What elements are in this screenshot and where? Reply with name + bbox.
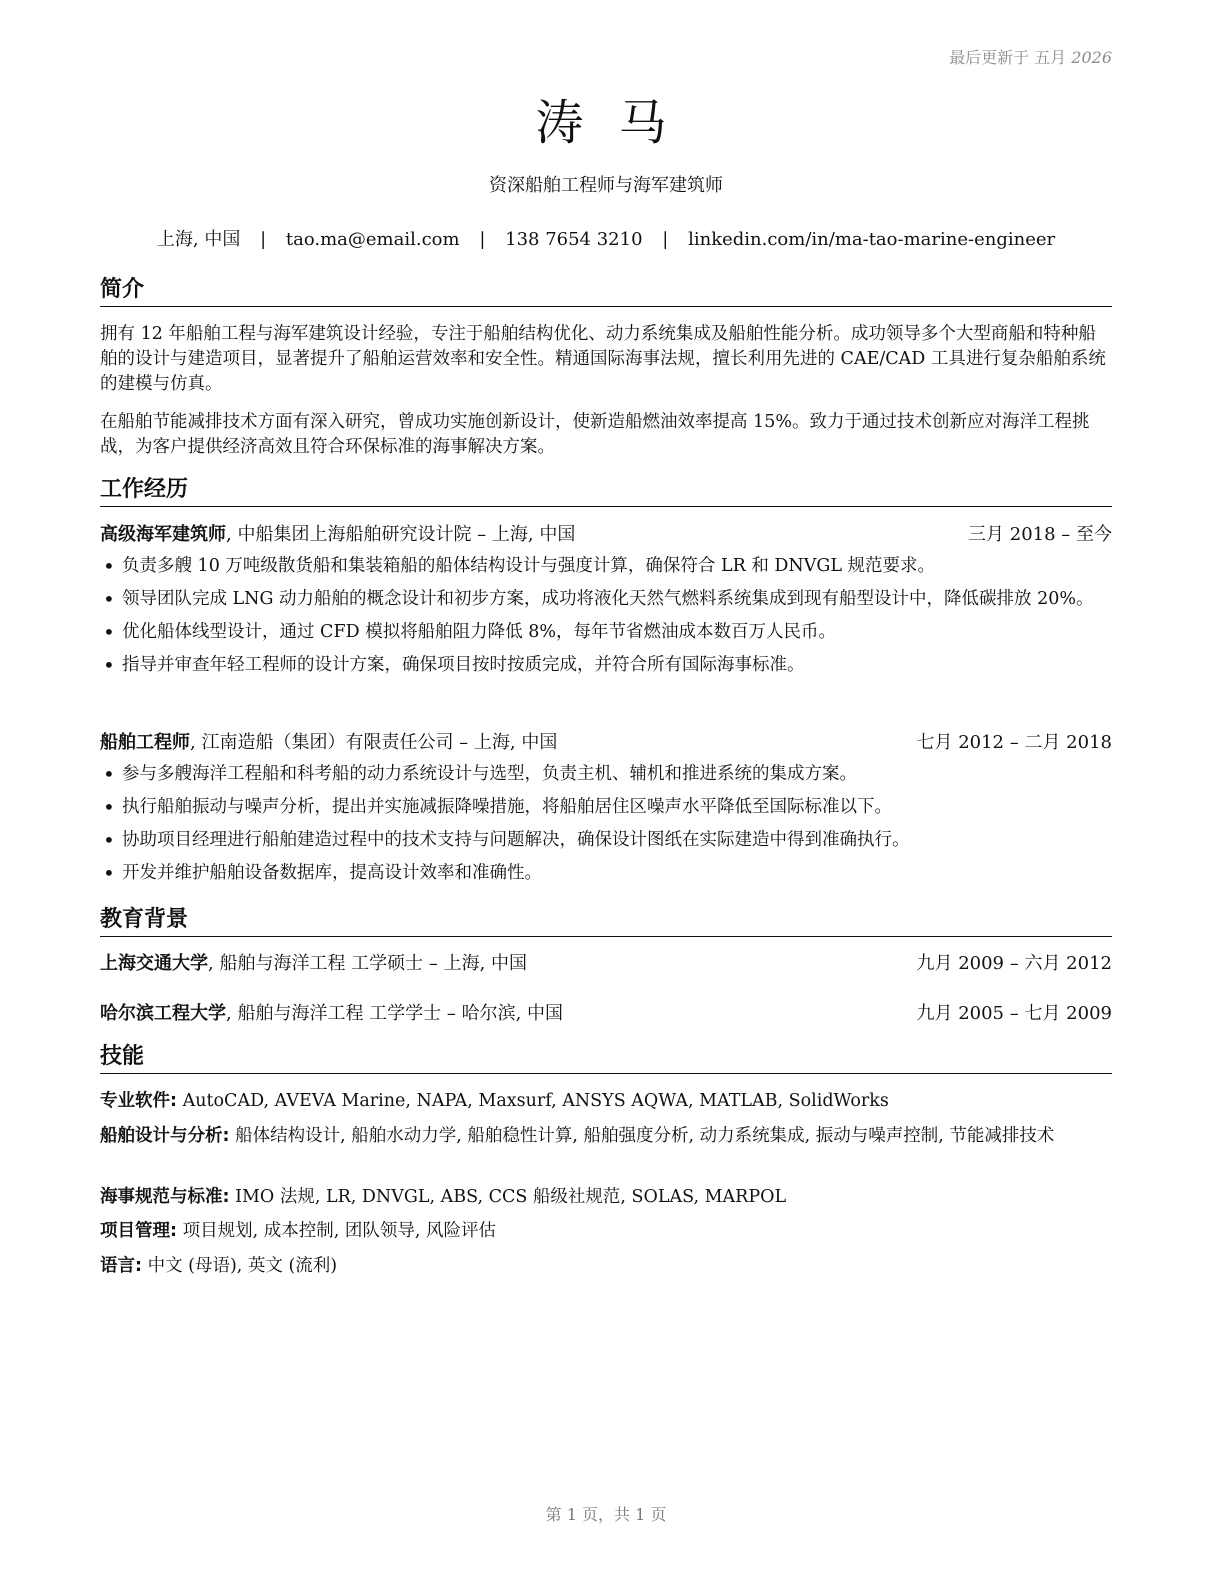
skill-value: AutoCAD, AVEVA Marine, NAPA, Maxsurf, ANSYS AQWA, MATLAB, SolidWorks (182, 1091, 889, 1111)
list-item: • 参与多艘海洋工程船和科考船的动力系统设计与选型，负责主机、辅机和推进系统的集成方案。 (100, 760, 1112, 788)
job-role: 船舶工程师 (100, 732, 190, 753)
person-name: 涛 马 (535, 95, 677, 151)
page-footer: 第 1 页，共 1 页 (545, 1505, 667, 1524)
separator: | (662, 229, 669, 250)
education-dates: 九月 2005 – 七月 2009 (916, 1003, 1112, 1024)
contact-line (100, 225, 1112, 251)
section-title-skills: 技能 (100, 1043, 1112, 1074)
list-item: • 执行船舶振动与噪声分析，提出并实施减振降噪措施，将船舶居住区噪声水平降低至国际标准以下。 (100, 793, 1112, 821)
skill-row (100, 1124, 1112, 1149)
job-header (100, 522, 1112, 548)
skill-row (100, 1219, 1112, 1244)
list-item: • 开发并维护船舶设备数据库，提高设计效率和准确性。 (100, 859, 1112, 887)
job-dates: 七月 2012 – 二月 2018 (916, 732, 1112, 753)
job-org: , 江南造船（集团）有限责任公司 – 上海, 中国 (190, 732, 558, 753)
education-entry (100, 951, 1112, 977)
list-item: • 领导团队完成 LNG 动力船舶的概念设计和初步方案，成功将液化天然气燃料系统集成到现有船型设计中，降低碳排放 20%。 (100, 585, 1112, 613)
school-name: 哈尔滨工程大学 (100, 1003, 226, 1024)
skill-value: 项目规划, 成本控制, 团队领导, 风险评估 (182, 1221, 496, 1241)
skill-row (100, 1185, 1112, 1210)
skill-label: 项目管理: (100, 1221, 177, 1241)
skill-row (100, 1254, 1112, 1279)
summary-paragraph: 在船舶节能减排技术方面有深入研究，曾成功实施创新设计，使新造船燃油效率提高 15%。致力于通过技术创新应对海洋工程挑战，为客户提供经济高效且符合环保标准的海事解决方案。 (100, 412, 1090, 457)
list-item: • 优化船体线型设计，通过 CFD 模拟将船舶阻力降低 8%，每年节省燃油成本数百万人民币。 (100, 618, 1112, 646)
linkedin-link[interactable]: linkedin.com/in/ma-tao-marine-engineer (688, 229, 1056, 250)
school-name: 上海交通大学 (100, 953, 208, 974)
email-link[interactable]: tao.ma@email.com (285, 229, 460, 250)
last-updated-label: 最后更新于 五月 (949, 48, 1067, 67)
skill-value: IMO 法规, LR, DNVGL, ABS, CCS 船级社规范, SOLAS, MARPOL (235, 1187, 787, 1207)
summary-paragraph: 拥有 12 年船舶工程与海军建筑设计经验，专注于船舶结构优化、动力系统集成及船舶性能分析。成功领导多个大型商船和特种船舶的设计与建造项目，显著提升了船舶运营效率和安全性。精通国际海事法规，擅长利用先进的 CAE/CAD 工具进行复杂船舶系统的建模与仿真。 (100, 324, 1106, 394)
list-item: • 负责多艘 10 万吨级散货船和集装箱船的船体结构设计与强度计算，确保符合 LR 和 DNVGL 规范要求。 (100, 552, 1112, 580)
skill-value: 中文 (母语), 英文 (流利) (147, 1256, 338, 1276)
list-item: • 协助项目经理进行船舶建造过程中的技术支持与问题解决，确保设计图纸在实际建造中得到准确执行。 (100, 826, 1112, 854)
last-updated-year: 2026 (1071, 48, 1112, 67)
section-title-experience: 工作经历 (100, 476, 1112, 507)
education-entry (100, 1001, 1112, 1027)
skill-row (100, 1089, 1112, 1114)
job-bullets (100, 760, 1112, 892)
list-item: • 指导并审查年轻工程师的设计方案，确保项目按时按质完成，并符合所有国际海事标准。 (100, 651, 1112, 679)
degree-detail: , 船舶与海洋工程 工学学士 – 哈尔滨, 中国 (226, 1003, 564, 1024)
location: 上海, 中国 (156, 229, 241, 250)
skill-label: 船舶设计与分析: (100, 1126, 230, 1146)
skill-label: 语言: (100, 1256, 142, 1276)
section-title-summary: 简介 (100, 276, 1112, 307)
education-dates: 九月 2009 – 六月 2012 (916, 953, 1112, 974)
skill-label: 专业软件: (100, 1091, 177, 1111)
phone-number: 138 7654 3210 (505, 229, 643, 250)
section-title-education: 教育背景 (100, 906, 1112, 937)
skill-label: 海事规范与标准: (100, 1187, 230, 1207)
last-updated (949, 45, 1112, 68)
job-bullets (100, 552, 1112, 684)
headline: 资深船舶工程师与海军建筑师 (489, 175, 723, 196)
job-org: , 中船集团上海船舶研究设计院 – 上海, 中国 (226, 524, 576, 545)
separator: | (479, 229, 486, 250)
job-dates: 三月 2018 – 至今 (968, 524, 1112, 545)
skill-value: 船体结构设计, 船舶水动力学, 船舶稳性计算, 船舶强度分析, 动力系统集成, 振动与噪声控制, 节能减排技术 (235, 1126, 1055, 1146)
job-header (100, 730, 1112, 756)
job-role: 高级海军建筑师 (100, 524, 226, 545)
degree-detail: , 船舶与海洋工程 工学硕士 – 上海, 中国 (208, 953, 528, 974)
resume-page (100, 0, 1112, 1584)
separator: | (260, 229, 267, 250)
